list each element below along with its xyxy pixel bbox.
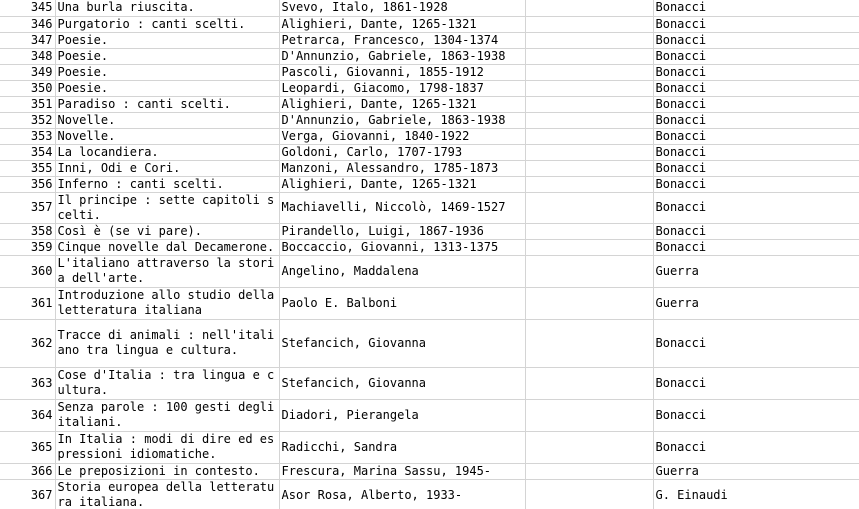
title-cell[interactable]: Storia europea della letteratura italiana. — [55, 479, 279, 509]
row-number-cell[interactable]: 363 — [0, 367, 55, 399]
empty-cell[interactable] — [525, 64, 653, 80]
publisher-cell[interactable]: Bonacci — [653, 192, 859, 223]
publisher-cell[interactable]: Bonacci — [653, 319, 859, 367]
title-cell[interactable]: Una burla riuscita. — [55, 0, 279, 16]
table-row[interactable] — [0, 255, 859, 287]
table-row[interactable] — [0, 128, 859, 144]
title-cell[interactable]: Cinque novelle dal Decamerone. — [55, 239, 279, 255]
table-row[interactable] — [0, 192, 859, 223]
row-number-cell[interactable]: 358 — [0, 223, 55, 239]
title-cell[interactable]: La locandiera. — [55, 144, 279, 160]
table-row[interactable] — [0, 112, 859, 128]
publisher-cell[interactable]: Bonacci — [653, 0, 859, 16]
empty-cell[interactable] — [525, 80, 653, 96]
empty-cell[interactable] — [525, 255, 653, 287]
table-row[interactable] — [0, 431, 859, 463]
table-row[interactable] — [0, 287, 859, 319]
row-number-cell[interactable]: 353 — [0, 128, 55, 144]
empty-cell[interactable] — [525, 287, 653, 319]
author-cell[interactable]: Radicchi, Sandra — [279, 431, 525, 463]
title-cell[interactable]: Purgatorio : canti scelti. — [55, 16, 279, 32]
title-cell[interactable]: Tracce di animali : nell'italiano tra lingua e cultura. — [55, 319, 279, 367]
title-cell[interactable]: Paradiso : canti scelti. — [55, 96, 279, 112]
title-cell[interactable]: Così è (se vi pare). — [55, 223, 279, 239]
author-cell[interactable]: Paolo E. Balboni — [279, 287, 525, 319]
publisher-cell[interactable]: Guerra — [653, 463, 859, 479]
row-number-cell[interactable]: 365 — [0, 431, 55, 463]
empty-cell[interactable] — [525, 463, 653, 479]
row-number-cell[interactable]: 362 — [0, 319, 55, 367]
row-number-cell[interactable]: 354 — [0, 144, 55, 160]
title-cell[interactable]: Poesie. — [55, 80, 279, 96]
empty-cell[interactable] — [525, 16, 653, 32]
publisher-cell[interactable]: Bonacci — [653, 160, 859, 176]
author-cell[interactable]: Pirandello, Luigi, 1867-1936 — [279, 223, 525, 239]
table-row[interactable] — [0, 160, 859, 176]
publisher-cell[interactable]: Bonacci — [653, 48, 859, 64]
empty-cell[interactable] — [525, 112, 653, 128]
title-cell[interactable]: Senza parole : 100 gesti degli italiani. — [55, 399, 279, 431]
empty-cell[interactable] — [525, 192, 653, 223]
table-row[interactable] — [0, 80, 859, 96]
author-cell[interactable]: Pascoli, Giovanni, 1855-1912 — [279, 64, 525, 80]
row-number-cell[interactable]: 349 — [0, 64, 55, 80]
row-number-cell[interactable]: 360 — [0, 255, 55, 287]
empty-cell[interactable] — [525, 32, 653, 48]
title-cell[interactable]: Novelle. — [55, 112, 279, 128]
title-cell[interactable]: Le preposizioni in contesto. — [55, 463, 279, 479]
row-number-cell[interactable]: 356 — [0, 176, 55, 192]
publisher-cell[interactable]: Bonacci — [653, 32, 859, 48]
title-cell[interactable]: Poesie. — [55, 32, 279, 48]
publisher-cell[interactable]: Bonacci — [653, 16, 859, 32]
empty-cell[interactable] — [525, 0, 653, 16]
row-number-cell[interactable]: 345 — [0, 0, 55, 16]
author-cell[interactable]: Svevo, Italo, 1861-1928 — [279, 0, 525, 16]
title-cell[interactable]: Poesie. — [55, 64, 279, 80]
author-cell[interactable]: Stefancich, Giovanna — [279, 319, 525, 367]
publisher-cell[interactable]: Bonacci — [653, 223, 859, 239]
publisher-cell[interactable]: Bonacci — [653, 176, 859, 192]
table-row[interactable] — [0, 64, 859, 80]
publisher-cell[interactable]: Bonacci — [653, 96, 859, 112]
publisher-cell[interactable]: Bonacci — [653, 80, 859, 96]
publisher-cell[interactable]: Bonacci — [653, 399, 859, 431]
row-number-cell[interactable]: 352 — [0, 112, 55, 128]
empty-cell[interactable] — [525, 96, 653, 112]
author-cell[interactable]: D'Annunzio, Gabriele, 1863-1938 — [279, 112, 525, 128]
empty-cell[interactable] — [525, 176, 653, 192]
empty-cell[interactable] — [525, 48, 653, 64]
publisher-cell[interactable]: G. Einaudi — [653, 479, 859, 509]
author-cell[interactable]: Frescura, Marina Sassu, 1945- — [279, 463, 525, 479]
empty-cell[interactable] — [525, 479, 653, 509]
table-row[interactable] — [0, 32, 859, 48]
table-row[interactable] — [0, 48, 859, 64]
empty-cell[interactable] — [525, 431, 653, 463]
empty-cell[interactable] — [525, 399, 653, 431]
empty-cell[interactable] — [525, 239, 653, 255]
publisher-cell[interactable]: Guerra — [653, 255, 859, 287]
table-row[interactable] — [0, 367, 859, 399]
row-number-cell[interactable]: 350 — [0, 80, 55, 96]
empty-cell[interactable] — [525, 367, 653, 399]
title-cell[interactable]: Inferno : canti scelti. — [55, 176, 279, 192]
table-row[interactable] — [0, 144, 859, 160]
table-row[interactable] — [0, 479, 859, 509]
empty-cell[interactable] — [525, 223, 653, 239]
row-number-cell[interactable]: 366 — [0, 463, 55, 479]
publisher-cell[interactable]: Bonacci — [653, 112, 859, 128]
author-cell[interactable]: Alighieri, Dante, 1265-1321 — [279, 176, 525, 192]
author-cell[interactable]: Alighieri, Dante, 1265-1321 — [279, 96, 525, 112]
publisher-cell[interactable]: Bonacci — [653, 239, 859, 255]
table-row[interactable] — [0, 399, 859, 431]
publisher-cell[interactable]: Bonacci — [653, 144, 859, 160]
author-cell[interactable]: Stefancich, Giovanna — [279, 367, 525, 399]
empty-cell[interactable] — [525, 144, 653, 160]
row-number-cell[interactable]: 348 — [0, 48, 55, 64]
author-cell[interactable]: Asor Rosa, Alberto, 1933- — [279, 479, 525, 509]
author-cell[interactable]: Manzoni, Alessandro, 1785-1873 — [279, 160, 525, 176]
table-row[interactable] — [0, 176, 859, 192]
author-cell[interactable]: Petrarca, Francesco, 1304-1374 — [279, 32, 525, 48]
author-cell[interactable]: Angelino, Maddalena — [279, 255, 525, 287]
row-number-cell[interactable]: 364 — [0, 399, 55, 431]
title-cell[interactable]: In Italia : modi di dire ed espressioni idiomatiche. — [55, 431, 279, 463]
author-cell[interactable]: Machiavelli, Niccolò, 1469-1527 — [279, 192, 525, 223]
author-cell[interactable]: Diadori, Pierangela — [279, 399, 525, 431]
row-number-cell[interactable]: 367 — [0, 479, 55, 509]
empty-cell[interactable] — [525, 160, 653, 176]
row-number-cell[interactable]: 361 — [0, 287, 55, 319]
author-cell[interactable]: Goldoni, Carlo, 1707-1793 — [279, 144, 525, 160]
table-row[interactable] — [0, 463, 859, 479]
empty-cell[interactable] — [525, 319, 653, 367]
table-row[interactable] — [0, 16, 859, 32]
row-number-cell[interactable]: 346 — [0, 16, 55, 32]
title-cell[interactable]: Il principe : sette capitoli scelti. — [55, 192, 279, 223]
row-number-cell[interactable]: 359 — [0, 239, 55, 255]
title-cell[interactable]: Novelle. — [55, 128, 279, 144]
publisher-cell[interactable]: Guerra — [653, 287, 859, 319]
title-cell[interactable]: Introduzione allo studio della letteratura italiana — [55, 287, 279, 319]
table-row[interactable] — [0, 96, 859, 112]
publisher-cell[interactable]: Bonacci — [653, 128, 859, 144]
empty-cell[interactable] — [525, 128, 653, 144]
author-cell[interactable]: Alighieri, Dante, 1265-1321 — [279, 16, 525, 32]
table-row[interactable] — [0, 0, 859, 16]
publisher-cell[interactable]: Bonacci — [653, 64, 859, 80]
table-row[interactable] — [0, 239, 859, 255]
row-number-cell[interactable]: 355 — [0, 160, 55, 176]
table-row[interactable] — [0, 223, 859, 239]
title-cell[interactable]: L'italiano attraverso la storia dell'arte. — [55, 255, 279, 287]
table-row[interactable] — [0, 319, 859, 367]
title-cell[interactable]: Inni, Odi e Cori. — [55, 160, 279, 176]
author-cell[interactable]: Leopardi, Giacomo, 1798-1837 — [279, 80, 525, 96]
author-cell[interactable]: D'Annunzio, Gabriele, 1863-1938 — [279, 48, 525, 64]
publisher-cell[interactable]: Bonacci — [653, 367, 859, 399]
row-number-cell[interactable]: 357 — [0, 192, 55, 223]
author-cell[interactable]: Boccaccio, Giovanni, 1313-1375 — [279, 239, 525, 255]
row-number-cell[interactable]: 351 — [0, 96, 55, 112]
row-number-cell[interactable]: 347 — [0, 32, 55, 48]
publisher-cell[interactable]: Bonacci — [653, 431, 859, 463]
author-cell[interactable]: Verga, Giovanni, 1840-1922 — [279, 128, 525, 144]
title-cell[interactable]: Poesie. — [55, 48, 279, 64]
title-cell[interactable]: Cose d'Italia : tra lingua e cultura. — [55, 367, 279, 399]
